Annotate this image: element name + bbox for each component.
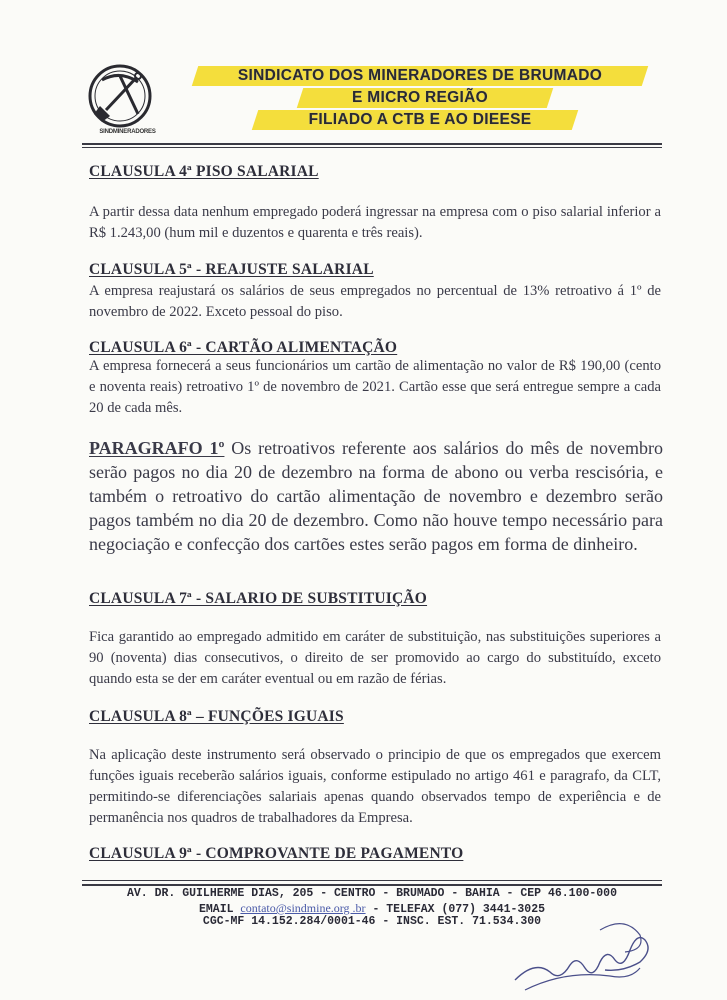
signature-icon: [505, 910, 655, 1000]
clause-4-text: A partir dessa data nenhum empregado poderá ingressar na empresa com o piso salarial inferior a R$ 1.243,00 (hum mil e duzentos e quarenta e três reais).: [89, 204, 661, 241]
footer-email-label: EMAIL: [198, 903, 234, 916]
clause-7-text: Fica garantido ao empregado admitido em caráter de substituição, nas substituições superiores a 90 (noventa) dias consecutivos, o direito de ser promovido ao cargo do substituído, exceto quando esta se der em caráter eventual ou em razão de férias.: [89, 629, 661, 687]
clause-9-heading: CLAUSULA 9ª - COMPROVANTE DE PAGAMENTO: [89, 845, 464, 862]
clause-6-heading: CLAUSULA 6ª - CARTÃO ALIMENTAÇÃO: [89, 339, 398, 356]
logo-caption: SINDMINERADORES: [99, 129, 156, 135]
clause-8-text: Na aplicação deste instrumento será observado o principio de que os empregados que exercem funções iguais receberão salários iguais, conforme estipulado no artigo 461 e paragrafo, da CLT, permitindo-se diferenciações salariais apenas quando observados tempo de experiência e de permanência nos quadros de trabalhadores da Empresa.: [89, 747, 661, 826]
clause-5-text: A empresa reajustará os salários de seus empregados no percentual de 13% retroativo á 1º de novembro de 2022. Exceto pessoal do piso.: [89, 283, 661, 320]
banner-line-3: FILIADO A CTB E AO DIEESE: [308, 111, 532, 128]
clause-4-heading: CLAUSULA 4ª PISO SALARIAL: [89, 163, 319, 180]
clause-7-heading: CLAUSULA 7ª - SALARIO DE SUBSTITUIÇÃO: [89, 590, 428, 607]
header-banner: [185, 64, 655, 136]
footer-registry: CGC-MF 14.152.284/0001-46 - INSC. EST. 71.534.300: [202, 915, 542, 928]
paragraph-1-text: Os retroativos referente aos salários do mês de novembro serão pagos no dia 20 de dezembro na forma de abono ou verba rescisória, e também o retroativo do cartão alimentação de novembro e dezembro serão pagos também no dia 20 de dezembro. Como não houve tempo necessário para negociação e confecção dos cartões estes serão pagos em forma de dinheiro.: [89, 438, 663, 554]
footer-phone: - TELEFAX (077) 3441-3025: [372, 903, 545, 916]
paragraph-1: [89, 436, 663, 556]
footer-divider-thin: [82, 880, 662, 881]
footer-divider: [82, 884, 662, 886]
footer-email-link[interactable]: contato@sindmine.org .br: [240, 901, 366, 915]
clause-8-heading: CLAUSULA 8ª – FUNÇÕES IGUAIS: [89, 708, 344, 725]
banner-line-1: SINDICATO DOS MINERADORES DE BRUMADO: [237, 67, 603, 84]
footer-address: AV. DR. GUILHERME DIAS, 205 - CENTRO - BRUMADO - BAHIA - CEP 46.100-000: [127, 887, 617, 900]
clause-5-heading: CLAUSULA 5ª - REAJUSTE SALARIAL: [89, 261, 374, 278]
paragraph-1-lead: PARAGRAFO 1º: [89, 438, 225, 458]
header-divider: [82, 143, 662, 145]
header-divider-thin: [82, 147, 662, 148]
clause-6-text: A empresa fornecerá a seus funcionários um cartão de alimentação no valor de R$ 190,00 (cento e noventa reais) retroativo 1º de novembro de 2021. Cartão esse que será entregue sempre a cada 20 de cada mês.: [89, 358, 661, 416]
banner-line-2: E MICRO REGIÃO: [352, 89, 488, 106]
